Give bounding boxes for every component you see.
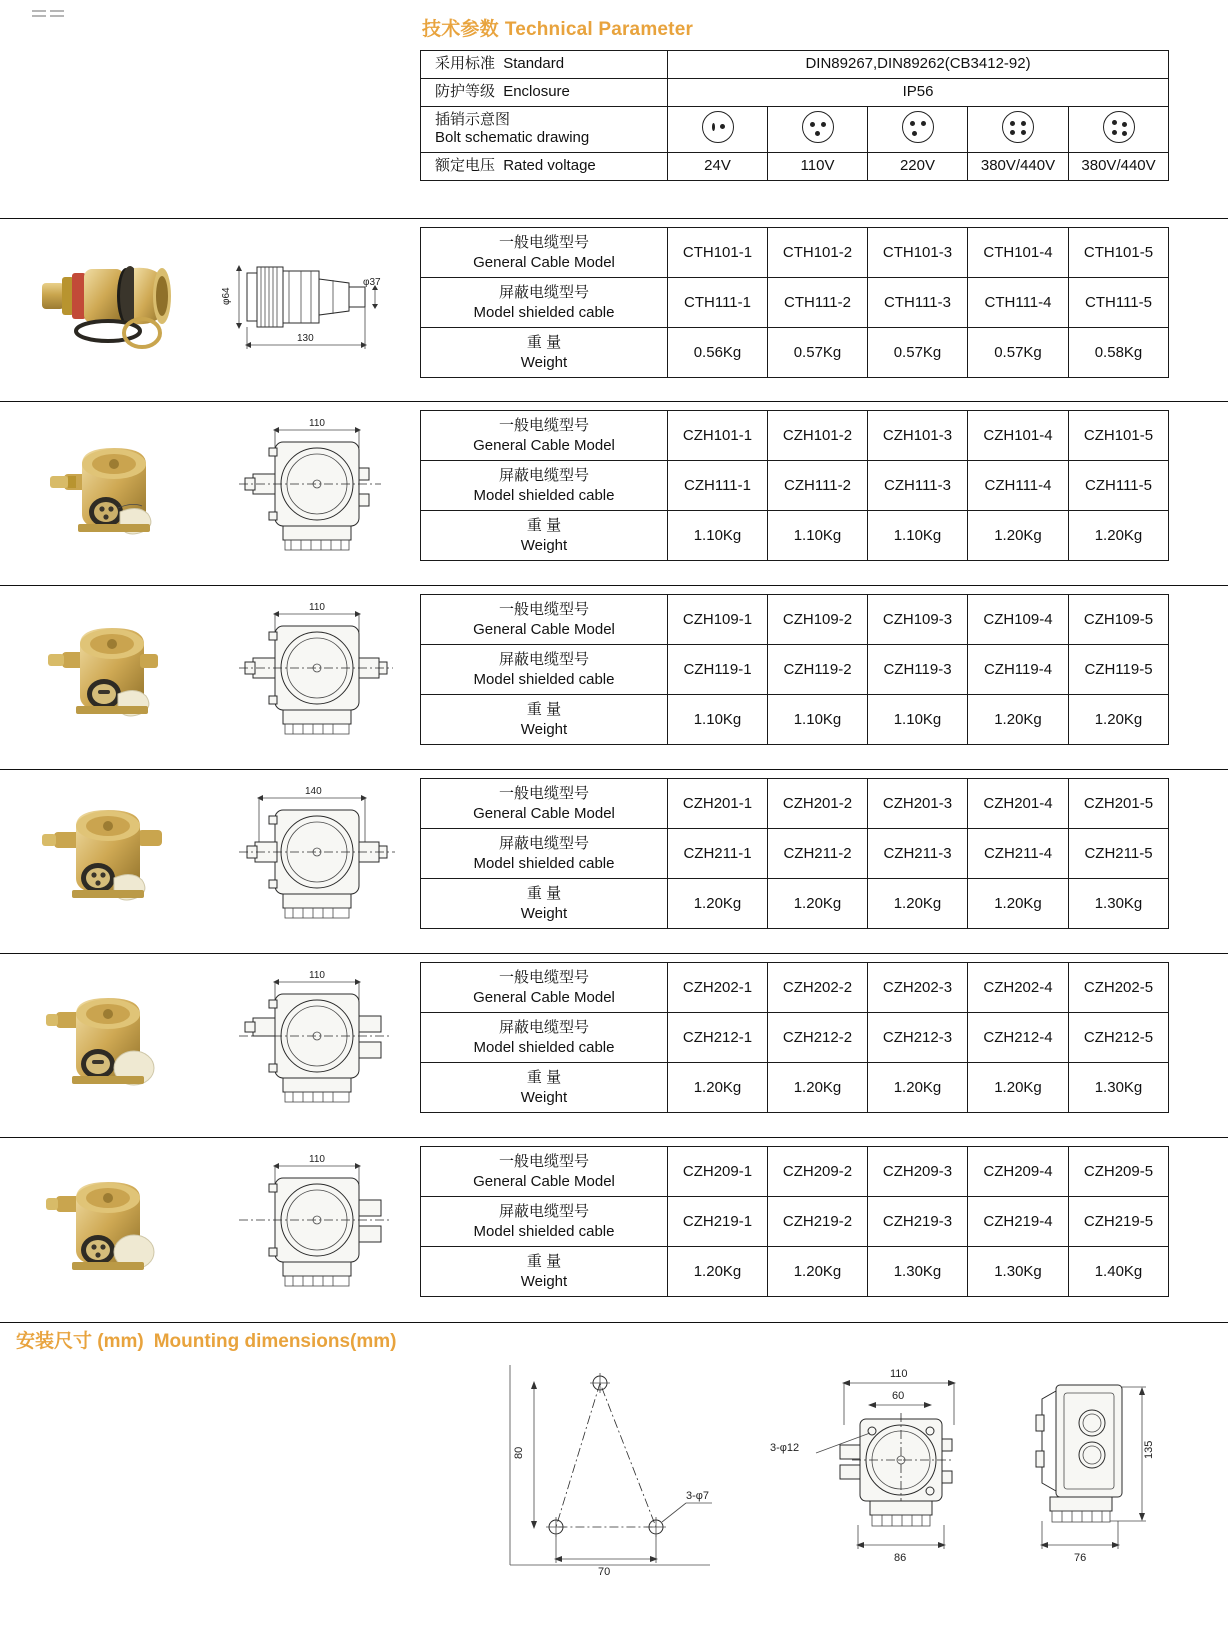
bolt-4pin-icon [1002,111,1034,143]
model-cell: CTH101-4 [968,228,1069,278]
model-cell: CZH119-3 [868,645,968,695]
weight-cell: 1.20Kg [768,1063,868,1113]
model-cell: CZH119-4 [968,645,1069,695]
weight-cell: 1.10Kg [868,695,968,745]
product-row-czh101 [0,401,1228,586]
product-photo-czh109-socket [20,586,210,770]
product-row-czh109 [0,585,1228,770]
bolt-schematic-label-cn: 插销示意图 [435,110,511,128]
general-cable-label [421,228,668,278]
general-cable-label [421,411,668,461]
model-cell: CZH209-4 [968,1147,1069,1197]
bolt-3pin-icon [802,111,834,143]
shielded-cable-label-en: Model shielded cable [473,486,615,504]
weight-cell: 1.20Kg [668,1063,768,1113]
general-cable-label-en: General Cable Model [473,253,615,271]
product-drawing-czh101 [215,402,410,586]
bolt-4pin-b-icon [1103,111,1135,143]
bolt-schematic-label-en: Bolt schematic drawing [435,129,590,147]
rated-voltage-value: 110V [768,153,868,181]
model-cell: CZH101-4 [968,411,1069,461]
weight-cell: 1.10Kg [668,511,768,561]
table-row-weight [421,1063,1169,1113]
technical-parameter-heading-cn: 技术参数 [422,19,499,40]
weight-label-en: Weight [520,536,568,554]
bolt-schematic-cell-2 [768,106,868,153]
model-cell: CZH211-5 [1069,829,1169,879]
mounting-dimensions-heading-en: Mounting dimensions(mm) [153,1331,397,1352]
product-drawing-cth-plug [215,219,410,402]
svg-text:3-φ7: 3-φ7 [686,1490,710,1502]
weight-cell: 1.20Kg [1069,695,1169,745]
table-row-weight [421,1247,1169,1297]
registration-marks [32,8,78,22]
weight-label-cn: 重 量 [526,885,562,902]
rated-voltage-label [421,153,668,181]
model-cell: CTH101-5 [1069,228,1169,278]
shielded-cable-label [421,278,668,328]
table-row-shielded [421,829,1169,879]
standard-label [421,51,668,79]
enclosure-value: IP56 [668,78,1169,106]
general-cable-label-en: General Cable Model [473,1172,615,1190]
weight-label-cn: 重 量 [526,1253,562,1270]
model-cell: CTH111-3 [868,278,968,328]
product-row-cth [0,218,1228,402]
enclosure-label [421,78,668,106]
model-table-czh201 [420,778,1169,929]
weight-cell: 1.10Kg [768,695,868,745]
weight-cell: 0.56Kg [668,328,768,378]
model-cell: CZH202-4 [968,963,1069,1013]
weight-cell: 0.57Kg [768,328,868,378]
weight-label-en: Weight [520,1272,568,1290]
model-cell: CZH211-4 [968,829,1069,879]
general-cable-label-en: General Cable Model [473,804,615,822]
weight-label [421,328,668,378]
shielded-cable-label-en: Model shielded cable [473,854,615,872]
model-cell: CZH212-4 [968,1013,1069,1063]
table-row-general [421,1147,1169,1197]
table-row-shielded [421,645,1169,695]
product-drawing-czh109 [215,586,410,770]
svg-text:110: 110 [309,602,325,613]
weight-label-en: Weight [520,904,568,922]
rated-voltage-value: 220V [868,153,968,181]
model-cell: CZH101-3 [868,411,968,461]
bolt-schematic-cell-1 [668,106,768,153]
model-cell: CZH219-5 [1069,1197,1169,1247]
weight-cell: 1.20Kg [768,879,868,929]
shielded-cable-label [421,1197,668,1247]
technical-parameter-heading [422,14,693,41]
model-cell: CZH209-1 [668,1147,768,1197]
rated-voltage-value: 380V/440V [968,153,1069,181]
model-cell: CZH111-4 [968,461,1069,511]
model-table-cth [420,227,1169,378]
svg-text:70: 70 [598,1566,611,1578]
model-cell: CZH219-1 [668,1197,768,1247]
mounting-dimensions-heading-cn: 安装尺寸 (mm) [16,1331,144,1352]
weight-cell: 1.20Kg [968,511,1069,561]
weight-label-cn: 重 量 [526,701,562,718]
shielded-cable-label-cn: 屏蔽电缆型号 [498,1203,589,1220]
model-cell: CZH212-2 [768,1013,868,1063]
weight-label [421,1247,668,1297]
weight-label-cn: 重 量 [526,1069,562,1086]
front-view-drawing [770,1368,956,1564]
svg-text:φ64: φ64 [221,287,232,305]
enclosure-label-en: Enclosure [503,82,570,100]
model-cell: CZH212-5 [1069,1013,1169,1063]
mounting-dimensions-drawings [0,1355,1228,1620]
weight-cell: 1.20Kg [668,1247,768,1297]
weight-cell: 1.30Kg [1069,879,1169,929]
rated-voltage-value: 24V [668,153,768,181]
weight-cell: 1.10Kg [668,695,768,745]
general-cable-label-cn: 一般电缆型号 [498,969,589,986]
shielded-cable-label [421,1013,668,1063]
model-cell: CZH209-5 [1069,1147,1169,1197]
mounting-dimensions-heading [16,1326,397,1353]
weight-label-en: Weight [520,1088,568,1106]
model-cell: CZH101-1 [668,411,768,461]
bolt-schematic-cell-3 [868,106,968,153]
product-row-czh209 [0,1137,1228,1323]
model-cell: CZH219-2 [768,1197,868,1247]
bolt-schematic-cell-4 [968,106,1069,153]
product-photo-czh201-socket [20,770,210,954]
side-view-drawing [1036,1385,1155,1564]
model-table-czh101 [420,410,1169,561]
weight-label [421,879,668,929]
shielded-cable-label-cn: 屏蔽电缆型号 [498,284,589,301]
weight-cell: 0.58Kg [1069,328,1169,378]
product-photo-czh202-socket [20,954,210,1138]
svg-text:130: 130 [297,333,314,344]
model-cell: CZH101-5 [1069,411,1169,461]
product-photo-czh101-socket [20,402,210,586]
shielded-cable-label-en: Model shielded cable [473,1038,615,1056]
table-row-enclosure [421,78,1169,106]
model-cell: CZH202-2 [768,963,868,1013]
model-table-czh202 [420,962,1169,1113]
weight-cell: 1.20Kg [668,879,768,929]
weight-label-cn: 重 量 [526,334,562,351]
table-row-general [421,963,1169,1013]
model-cell: CZH211-2 [768,829,868,879]
weight-cell: 1.30Kg [1069,1063,1169,1113]
table-row-standard [421,51,1169,79]
svg-text:110: 110 [890,1368,908,1380]
table-row-weight [421,328,1169,378]
product-row-czh202 [0,953,1228,1138]
model-table-czh109 [420,594,1169,745]
rated-voltage-label-cn: 额定电压 [435,157,496,175]
weight-cell: 1.40Kg [1069,1247,1169,1297]
weight-cell: 1.10Kg [768,511,868,561]
svg-text:φ37: φ37 [363,277,381,288]
rated-voltage-value: 380V/440V [1069,153,1169,181]
weight-cell: 1.20Kg [868,1063,968,1113]
table-row-weight [421,879,1169,929]
svg-text:140: 140 [305,786,322,797]
product-photo-czh209-socket [20,1138,210,1322]
enclosure-label-cn: 防护等级 [435,82,496,100]
standard-value: DIN89267,DIN89262(CB3412-92) [668,51,1169,79]
model-cell: CZH209-3 [868,1147,968,1197]
table-row-weight [421,511,1169,561]
svg-text:76: 76 [1074,1552,1087,1564]
table-row-shielded [421,278,1169,328]
weight-cell: 1.20Kg [1069,511,1169,561]
technical-parameter-table [420,50,1169,181]
general-cable-label [421,1147,668,1197]
technical-parameter-heading-en: Technical Parameter [504,19,694,40]
model-cell: CZH212-3 [868,1013,968,1063]
shielded-cable-label-cn: 屏蔽电缆型号 [498,1019,589,1036]
table-row-rated-voltage [421,153,1169,181]
hole-pattern-drawing [510,1365,712,1578]
shielded-cable-label [421,645,668,695]
model-cell: CZH109-5 [1069,595,1169,645]
model-cell: CZH211-3 [868,829,968,879]
weight-label [421,511,668,561]
model-cell: CTH111-1 [668,278,768,328]
weight-cell: 1.30Kg [968,1247,1069,1297]
general-cable-label-en: General Cable Model [473,620,615,638]
model-cell: CTH111-2 [768,278,868,328]
shielded-cable-label-cn: 屏蔽电缆型号 [498,467,589,484]
weight-cell: 1.30Kg [868,1247,968,1297]
bolt-schematic-cell-5 [1069,106,1169,153]
model-cell: CZH111-5 [1069,461,1169,511]
general-cable-label [421,595,668,645]
general-cable-label-en: General Cable Model [473,436,615,454]
shielded-cable-label-cn: 屏蔽电缆型号 [498,651,589,668]
model-cell: CTH101-2 [768,228,868,278]
svg-text:110: 110 [309,970,325,981]
table-row-general [421,595,1169,645]
bolt-3pin-b-icon [902,111,934,143]
model-cell: CTH101-3 [868,228,968,278]
svg-text:110: 110 [309,418,325,429]
product-drawing-czh209 [215,1138,410,1322]
general-cable-label-cn: 一般电缆型号 [498,417,589,434]
model-cell: CZH101-2 [768,411,868,461]
svg-text:80: 80 [513,1446,525,1459]
general-cable-label [421,779,668,829]
model-cell: CZH212-1 [668,1013,768,1063]
model-cell: CZH119-5 [1069,645,1169,695]
bolt-schematic-label [421,106,668,153]
weight-cell: 0.57Kg [868,328,968,378]
model-cell: CZH211-1 [668,829,768,879]
model-table-czh209 [420,1146,1169,1297]
table-row-shielded [421,1197,1169,1247]
weight-cell: 0.57Kg [968,328,1069,378]
model-cell: CZH109-3 [868,595,968,645]
product-drawing-czh202 [215,954,410,1138]
rated-voltage-label-en: Rated voltage [503,157,596,175]
model-cell: CTH101-1 [668,228,768,278]
standard-label-en: Standard [503,55,565,72]
svg-text:86: 86 [894,1552,907,1564]
model-cell: CTH111-5 [1069,278,1169,328]
model-cell: CZH219-4 [968,1197,1069,1247]
product-photo-cth-plug [20,219,210,402]
model-cell: CZH201-1 [668,779,768,829]
weight-cell: 1.20Kg [968,879,1069,929]
svg-text:60: 60 [892,1390,905,1402]
shielded-cable-label-cn: 屏蔽电缆型号 [498,835,589,852]
svg-text:110: 110 [309,1154,325,1165]
weight-label-en: Weight [520,720,568,738]
model-cell: CZH109-1 [668,595,768,645]
table-row-shielded [421,461,1169,511]
table-row-bolt-schematic [421,106,1169,153]
model-cell: CZH109-2 [768,595,868,645]
model-cell: CZH202-5 [1069,963,1169,1013]
weight-label-en: Weight [520,353,568,371]
weight-label-cn: 重 量 [526,517,562,534]
shielded-cable-label-en: Model shielded cable [473,303,615,321]
svg-text:135: 135 [1143,1440,1155,1459]
standard-label-cn: 采用标准 [435,55,496,72]
model-cell: CZH201-4 [968,779,1069,829]
model-cell: CZH201-5 [1069,779,1169,829]
model-cell: CZH202-3 [868,963,968,1013]
table-row-shielded [421,1013,1169,1063]
general-cable-label-en: General Cable Model [473,988,615,1006]
weight-cell: 1.20Kg [768,1247,868,1297]
general-cable-label [421,963,668,1013]
model-cell: CZH111-1 [668,461,768,511]
table-row-weight [421,695,1169,745]
table-row-general [421,779,1169,829]
weight-cell: 1.10Kg [868,511,968,561]
weight-cell: 1.20Kg [868,879,968,929]
weight-label [421,1063,668,1113]
model-cell: CZH209-2 [768,1147,868,1197]
model-cell: CZH109-4 [968,595,1069,645]
bolt-2pin-icon [702,111,734,143]
model-cell: CZH119-1 [668,645,768,695]
model-cell: CZH201-3 [868,779,968,829]
table-row-general [421,228,1169,278]
model-cell: CZH111-2 [768,461,868,511]
shielded-cable-label [421,461,668,511]
svg-text:3-φ12: 3-φ12 [770,1442,800,1454]
model-cell: CZH201-2 [768,779,868,829]
weight-cell: 1.20Kg [968,1063,1069,1113]
general-cable-label-cn: 一般电缆型号 [498,785,589,802]
general-cable-label-cn: 一般电缆型号 [498,234,589,251]
product-drawing-czh201 [215,770,410,954]
shielded-cable-label-en: Model shielded cable [473,670,615,688]
model-cell: CZH202-1 [668,963,768,1013]
table-row-general [421,411,1169,461]
weight-cell: 1.20Kg [968,695,1069,745]
general-cable-label-cn: 一般电缆型号 [498,601,589,618]
model-cell: CZH111-3 [868,461,968,511]
model-cell: CZH219-3 [868,1197,968,1247]
weight-label [421,695,668,745]
general-cable-label-cn: 一般电缆型号 [498,1153,589,1170]
model-cell: CZH119-2 [768,645,868,695]
product-row-czh201 [0,769,1228,954]
shielded-cable-label [421,829,668,879]
shielded-cable-label-en: Model shielded cable [473,1222,615,1240]
model-cell: CTH111-4 [968,278,1069,328]
